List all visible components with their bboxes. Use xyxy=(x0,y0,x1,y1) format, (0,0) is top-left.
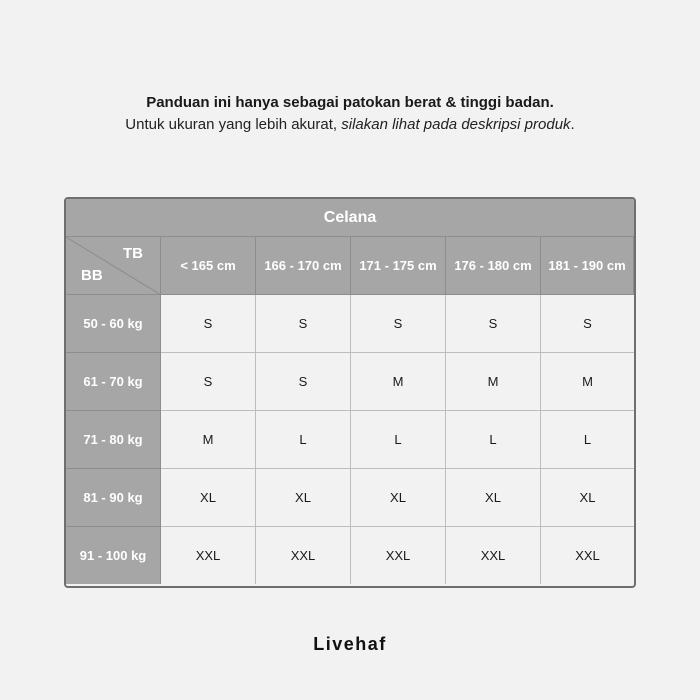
size-cell: XXL xyxy=(446,527,541,584)
size-cell: S xyxy=(446,295,541,353)
size-cell: S xyxy=(256,353,351,411)
size-cell: M xyxy=(446,353,541,411)
size-cell: XXL xyxy=(541,527,634,584)
corner-header xyxy=(66,237,161,295)
corner-label-height: TB xyxy=(123,245,143,262)
size-cell: XXL xyxy=(351,527,446,584)
table-title: Celana xyxy=(66,199,634,237)
row-header: 81 - 90 kg xyxy=(66,469,161,527)
size-cell: S xyxy=(161,295,256,353)
size-cell: XL xyxy=(256,469,351,527)
row-header: 61 - 70 kg xyxy=(66,353,161,411)
size-cell: S xyxy=(256,295,351,353)
intro-text xyxy=(0,92,700,136)
intro-line-1: Panduan ini hanya sebagai patokan berat & tinggi badan. xyxy=(146,94,554,111)
size-chart-table xyxy=(64,197,636,588)
size-cell: L xyxy=(541,411,634,469)
size-cell: XL xyxy=(541,469,634,527)
row-header: 71 - 80 kg xyxy=(66,411,161,469)
column-header: < 165 cm xyxy=(161,237,256,295)
intro-line-2-prefix: Untuk ukuran yang lebih akurat, xyxy=(125,116,342,133)
column-header: 176 - 180 cm xyxy=(446,237,541,295)
row-header: 91 - 100 kg xyxy=(66,527,161,584)
size-cell: S xyxy=(351,295,446,353)
size-cell: XXL xyxy=(161,527,256,584)
size-cell: S xyxy=(161,353,256,411)
corner-label-weight: BB xyxy=(81,267,103,284)
column-header: 181 - 190 cm xyxy=(541,237,634,295)
size-cell: S xyxy=(541,295,634,353)
size-cell: XL xyxy=(446,469,541,527)
column-header: 166 - 170 cm xyxy=(256,237,351,295)
size-cell: XXL xyxy=(256,527,351,584)
size-cell: M xyxy=(161,411,256,469)
row-header: 50 - 60 kg xyxy=(66,295,161,353)
intro-line-2-suffix: . xyxy=(570,116,575,133)
column-header: 171 - 175 cm xyxy=(351,237,446,295)
corner-diagonal-line xyxy=(66,237,161,295)
brand-logo: Livehaf xyxy=(313,634,387,654)
intro-line-2-emphasis: silakan lihat pada deskripsi produk xyxy=(341,116,571,133)
size-cell: M xyxy=(541,353,634,411)
size-cell: L xyxy=(351,411,446,469)
size-cell: XL xyxy=(161,469,256,527)
intro-line-2 xyxy=(0,114,700,136)
size-cell: L xyxy=(446,411,541,469)
size-cell: XL xyxy=(351,469,446,527)
size-cell: L xyxy=(256,411,351,469)
size-cell: M xyxy=(351,353,446,411)
